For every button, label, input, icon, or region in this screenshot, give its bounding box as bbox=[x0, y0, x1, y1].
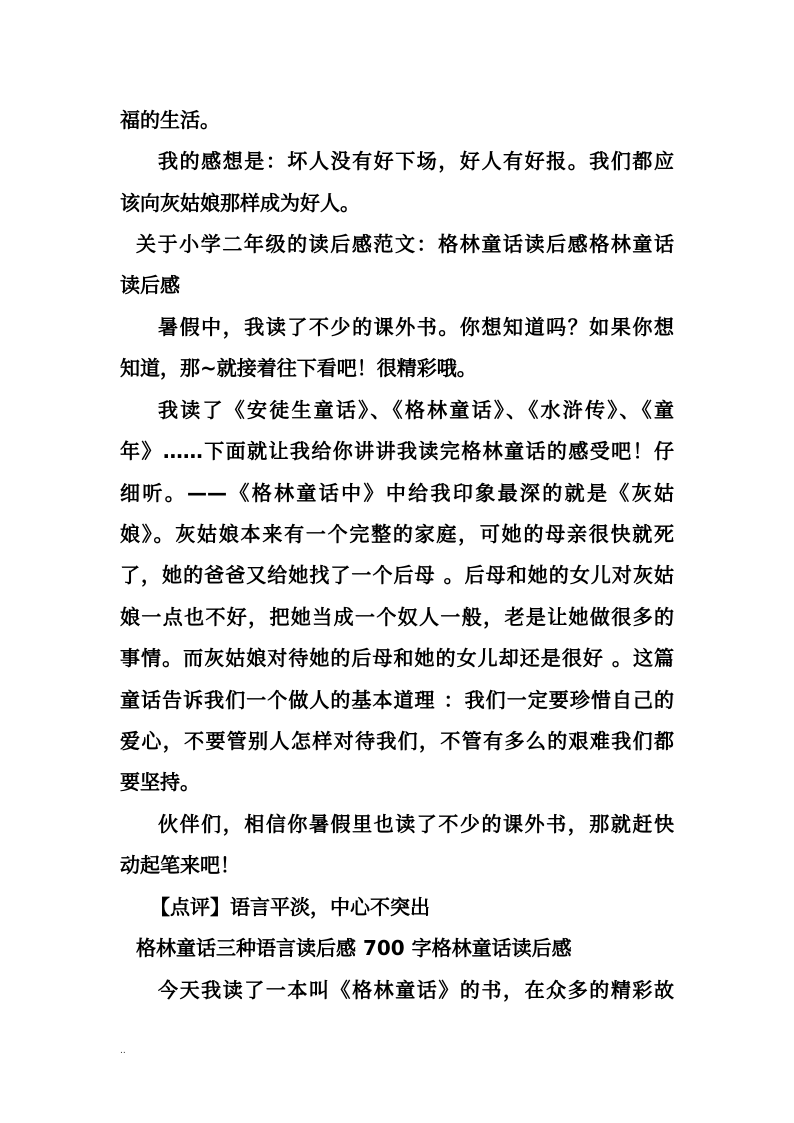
text-line-10: 细听。——《格林童话中》中给我印象最深的就是《灰姑 bbox=[120, 481, 674, 505]
text-line-3: 该向灰姑娘那样成为好人。 bbox=[120, 191, 360, 215]
comment-line: 【点评】语言平淡，中心不突出 bbox=[150, 895, 430, 919]
text-line-2: 我的感想是：坏人没有好下场，好人有好报。我们都应 bbox=[158, 149, 674, 173]
text-line-8: 我读了《安徒生童话》、《格林童话》、《水浒传》、《童 bbox=[158, 398, 674, 422]
text-line-16: 爱心，不要管别人怎样对待我们，不管有多么的艰难我们都 bbox=[120, 729, 674, 753]
text-line-17: 要坚持。 bbox=[120, 770, 200, 794]
text-line-18: 伙伴们，相信你暑假里也读了不少的课外书，那就赶快 bbox=[158, 812, 674, 836]
text-line-19: 动起笔来吧！ bbox=[120, 853, 240, 877]
text-line-13: 娘一点也不好，把她当成一个奴人一般，老是让她做很多的 bbox=[120, 605, 674, 629]
text-line-11: 娘》。灰姑娘本来有一个完整的家庭，可她的母亲很快就死 bbox=[120, 522, 674, 546]
text-line-22: 今天我读了一本叫《格林童话》的书，在众多的精彩故 bbox=[158, 978, 674, 1002]
text-line-6: 暑假中，我读了不少的课外书。你想知道吗？如果你想 bbox=[158, 315, 674, 339]
footer-mark: .. bbox=[120, 1046, 126, 1056]
text-line-1: 福的生活。 bbox=[120, 108, 220, 132]
section-heading-2: 格林童话三种语言读后感 700 字格林童话读后感 bbox=[136, 936, 572, 960]
text-line-15: 童话告诉我们一个做人的基本道理 ：我们一定要珍惜自己的 bbox=[120, 688, 674, 712]
text-line-7: 知道，那~就接着往下看吧！很精彩哦。 bbox=[120, 356, 477, 380]
section-heading-1-cont: 读后感 bbox=[120, 273, 180, 297]
section-heading-1: 关于小学二年级的读后感范文：格林童话读后感格林童话 bbox=[136, 232, 674, 256]
text-line-14: 事情。而灰姑娘对待她的后母和她的女儿却还是很好 。这篇 bbox=[120, 646, 674, 670]
text-line-9: 年》……下面就让我给你讲讲我读完格林童话的感受吧！仔 bbox=[120, 439, 674, 463]
text-line-12: 了，她的爸爸又给她找了一个后母 。后母和她的女儿对灰姑 bbox=[120, 563, 674, 587]
